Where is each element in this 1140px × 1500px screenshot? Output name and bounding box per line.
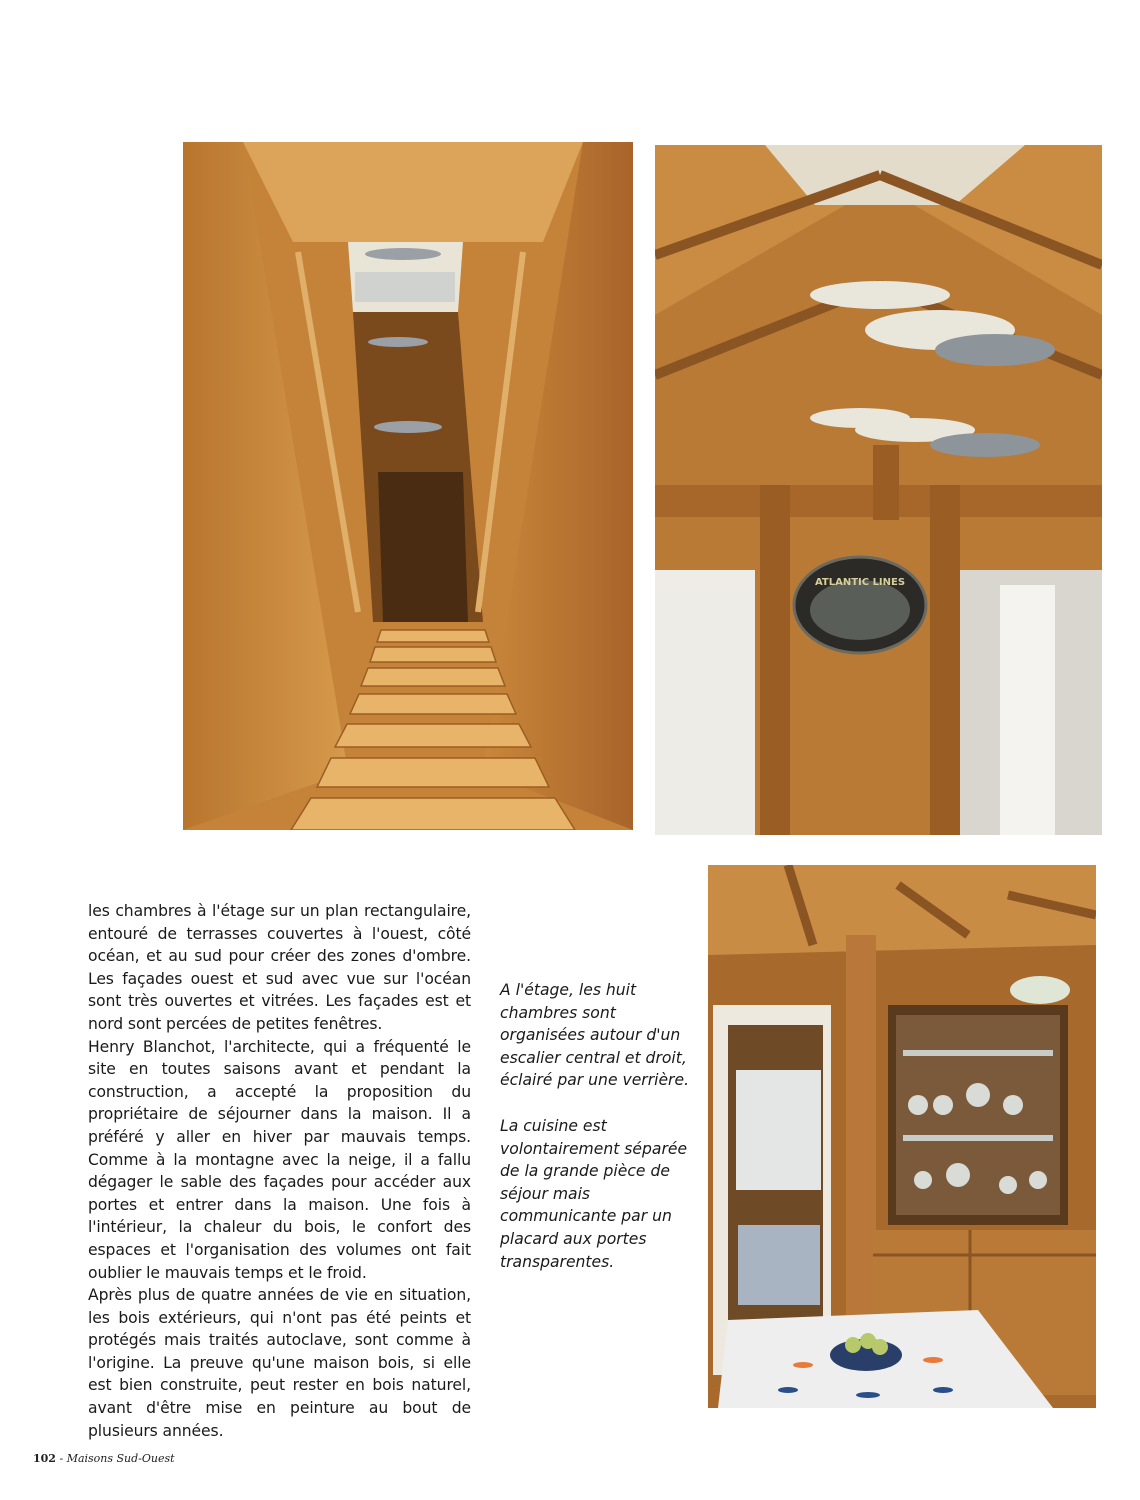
- living-room-photo: [655, 145, 1102, 835]
- caption-text: A l'étage, les huit chambres sont organisées autour d'un escalier central et droit, éclairé par une verrière.: [500, 981, 690, 1090]
- kitchen-photo: [708, 865, 1096, 1408]
- caption-kitchen: [500, 1115, 690, 1273]
- page-footer: [33, 1452, 175, 1465]
- body-paragraph: Après plus de quatre années de vie en situation, les bois extérieurs, qui n'ont pas été peints et protégés mais traités autoclave, sont comme à l'origine. La preuve qu'une maison bois, si elle est bien construite, peut rester en bois naturel, avant d'être mise en peinture au bout de plusieurs années.: [88, 1286, 471, 1440]
- caption-text: La cuisine est volontairement séparée de la grande pièce de séjour mais communicante par un placard aux portes transparentes.: [500, 1117, 688, 1271]
- atlantic-lines-sign: ATLANTIC LINES: [814, 577, 906, 588]
- body-paragraph: les chambres à l'étage sur un plan rectangulaire, entouré de terrasses couvertes à l'ouest, côté océan, et au sud pour créer des zones d'ombre. Les façades ouest et sud avec vue sur l'océan sont très ouvertes et vitrées. Les façades est et nord sont percées de petites fenêtres.: [88, 902, 471, 1033]
- body-paragraph: Henry Blanchot, l'architecte, qui a fréquenté le site en toutes saisons avant et pendant la construction, a accepté la proposition du propriétaire de séjourner dans la maison. Il a préféré y aller en hiver par mauvais temps. Comme à la montagne avec la neige, il a fallu dégager le sable des façades pour accéder aux portes et entrer dans la maison. Une fois à l'intérieur, la chaleur du bois, le confort des espaces et l'organisation des volumes ont fait oublier le mauvais temps et le froid.: [88, 1037, 471, 1282]
- article-body: [88, 900, 471, 1442]
- caption-staircase: [500, 979, 690, 1092]
- footer-separator: -: [55, 1452, 67, 1465]
- page-number: 102: [33, 1452, 56, 1465]
- staircase-photo: [183, 142, 633, 830]
- magazine-name: Maisons Sud-Ouest: [66, 1452, 175, 1465]
